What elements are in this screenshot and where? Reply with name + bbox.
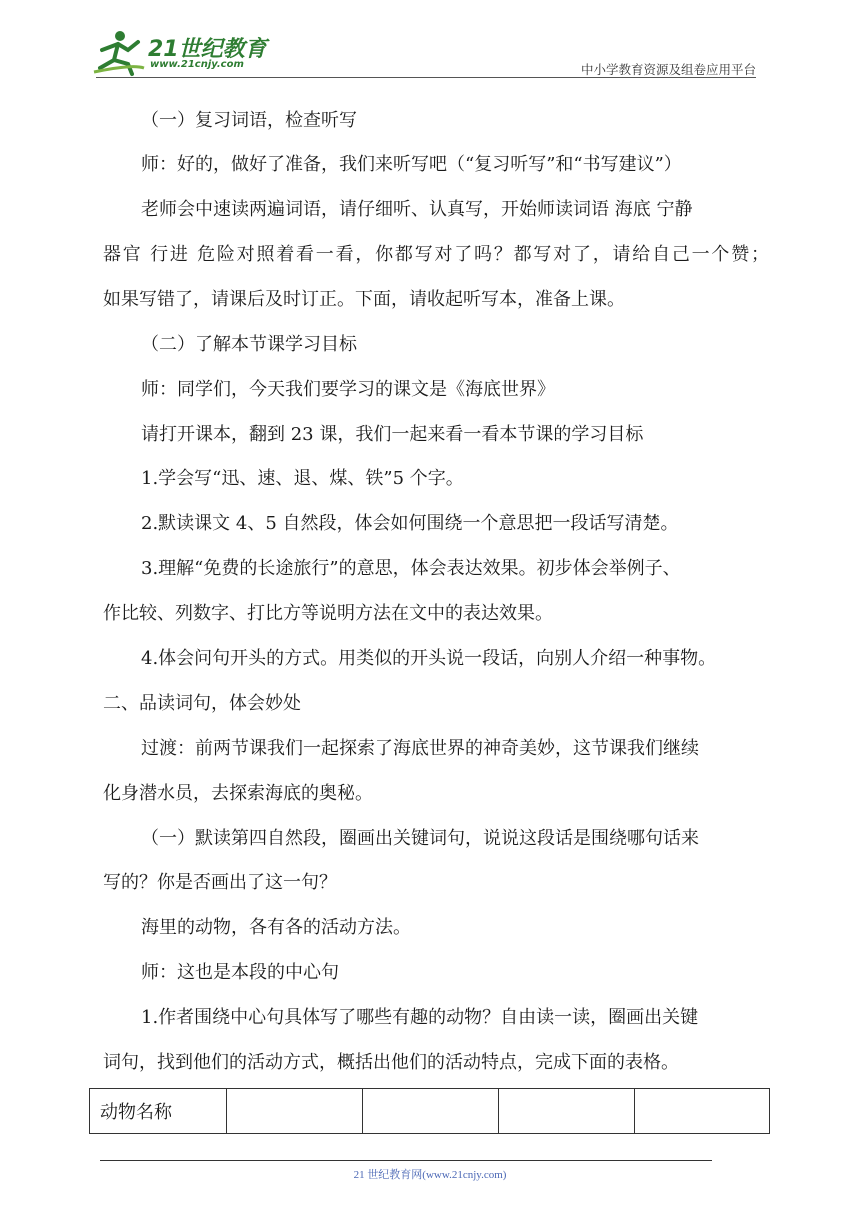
table-cell [227,1089,363,1134]
table-cell [635,1089,770,1134]
table-cell [499,1089,635,1134]
footer-link[interactable]: 21 世纪教育网(www.21cnjy.com) [353,1169,507,1181]
paragraph-line: 器官 行进 危险对照着看一看，你都写对了吗？都写对了，请给自己一个赞； [103,244,769,265]
paragraph-line: 化身潜水员，去探索海底的奥秘。 [103,783,373,804]
paragraph-line: 写的？你是否画出了这一句？ [103,872,337,893]
paragraph-line: 海里的动物，各有各的活动方法。 [141,917,411,938]
section-heading: （一）复习词语，检查听写 [141,110,357,131]
paragraph-line: 师：这也是本段的中心句 [141,962,339,983]
objective-item: 4.体会问句开头的方式。用类似的开头说一段话，向别人介绍一种事物。 [141,648,717,669]
section-heading: （二）了解本节课学习目标 [141,334,357,355]
objective-item: 1.学会写“迅、速、退、煤、铁”5 个字。 [141,468,464,489]
footer-divider [100,1160,712,1161]
section-heading: 二、品读词句，体会妙处 [103,693,301,714]
paragraph-line: 师：同学们，今天我们要学习的课文是《海底世界》 [141,379,555,400]
logo-url: www.21cnjy.com [150,59,244,70]
paragraph-line: 请打开课本，翻到 23 课，我们一起来看一看本节课的学习目标 [141,424,644,445]
table-cell [363,1089,499,1134]
objective-item: 作比较、列数字、打比方等说明方法在文中的表达效果。 [103,603,553,624]
table-cell-header: 动物名称 [90,1089,227,1134]
page-header [0,0,860,90]
paragraph-line: 词句，找到他们的活动方式，概括出他们的活动特点，完成下面的表格。 [103,1052,679,1073]
animal-table [89,1088,770,1134]
logo-text: 21世纪教育 [148,37,267,62]
header-platform-name: 中小学教育资源及组卷应用平台 [580,62,756,77]
paragraph-line: 如果写错了，请课后及时订正。下面，请收起听写本，准备上课。 [103,289,625,310]
table-row [90,1089,770,1134]
objective-item: 3.理解“免费的长途旅行”的意思，体会表达效果。初步体会举例子、 [141,558,681,579]
paragraph-line: 老师会中速读两遍词语，请仔细听、认真写，开始师读词语 海底 宁静 [141,199,693,220]
paragraph-line: 师：好的，做好了准备，我们来听写吧（“复习听写”和“书写建议”） [141,154,682,175]
paragraph-line: （一）默读第四自然段，圈画出关键词句，说说这段话是围绕哪句话来 [141,828,699,849]
paragraph-line: 1.作者围绕中心句具体写了哪些有趣的动物？自由读一读，圈画出关键 [141,1007,699,1028]
header-divider [96,77,756,78]
paragraph-line: 过渡：前两节课我们一起探索了海底世界的神奇美妙，这节课我们继续 [141,738,699,759]
objective-item: 2.默读课文 4、5 自然段，体会如何围绕一个意思把一段话写清楚。 [141,513,679,534]
